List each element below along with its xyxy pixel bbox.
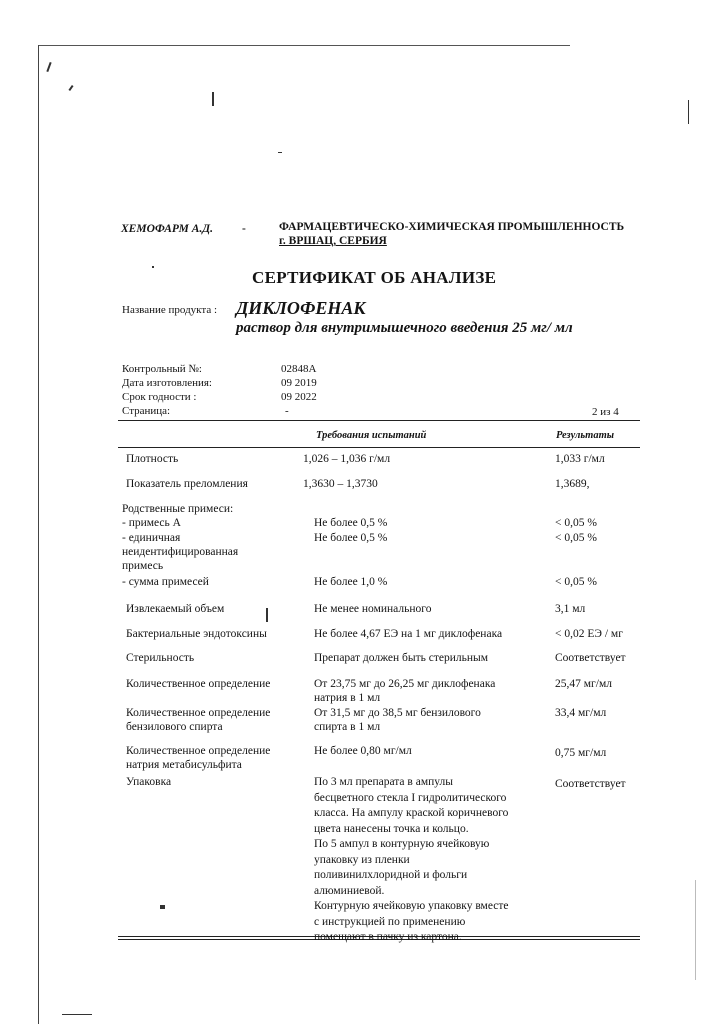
row-total-impurities-requirement: Не более 1,0 % bbox=[314, 576, 388, 588]
row-single-impurity-result: < 0,05 % bbox=[555, 532, 597, 544]
company-name: ХЕМОФАРМ А.Д. bbox=[121, 223, 213, 235]
scan-speck bbox=[68, 85, 73, 91]
row-packaging-name: Упаковка bbox=[126, 776, 172, 788]
row-assay-metabisulfite-result: 0,75 мг/мл bbox=[555, 747, 607, 759]
row-assay-diclofenac-result: 25,47 мг/мл bbox=[555, 678, 612, 690]
row-extractable-volume-requirement: Не менее номинального bbox=[314, 603, 432, 615]
manufacture-date-value: 09 2019 bbox=[281, 377, 317, 389]
row-extractable-volume-name: Извлекаемый объем bbox=[126, 603, 225, 615]
row-total-impurities-name: - сумма примесей bbox=[122, 576, 209, 588]
row-assay-benzyl-alcohol-result: 33,4 мг/мл bbox=[555, 707, 607, 719]
table-header-rule bbox=[118, 447, 640, 448]
row-assay-diclofenac-name: Количественное определение bbox=[126, 678, 271, 690]
row-single-impurity-name: - единичная неидентифицированная примесь bbox=[122, 532, 239, 572]
row-density-name: Плотность bbox=[126, 453, 179, 465]
product-label: Название продукта : bbox=[122, 304, 218, 316]
scan-speck bbox=[688, 100, 689, 124]
row-endotoxins-result: < 0,02 ЕЭ / мг bbox=[555, 628, 623, 640]
row-assay-benzyl-alcohol-name: Количественное определение бензилового спирта bbox=[126, 707, 271, 733]
row-refraction-requirement: 1,3630 – 1,3730 bbox=[303, 478, 378, 490]
scan-border-top bbox=[38, 45, 570, 46]
row-related-impurities-requirement: Не более 0,5 % bbox=[314, 517, 388, 529]
row-endotoxins-name: Бактериальные эндотоксины bbox=[126, 628, 267, 640]
scan-speck bbox=[278, 152, 282, 153]
document-title: СЕРТИФИКАТ ОБ АНАЛИЗЕ bbox=[252, 268, 497, 287]
row-sterility-name: Стерильность bbox=[126, 652, 195, 664]
row-related-impurities-name: Родственные примеси: - примесь А bbox=[122, 503, 234, 529]
manufacture-date-label: Дата изготовления: bbox=[122, 377, 212, 389]
row-refraction-result: 1,3689, bbox=[555, 478, 590, 490]
page-label: Страница: bbox=[122, 405, 171, 417]
column-requirements: Требования испытаний bbox=[316, 430, 427, 441]
row-single-impurity-requirement: Не более 0,5 % bbox=[314, 532, 388, 544]
row-assay-metabisulfite-requirement: Не более 0,80 мг/мл bbox=[314, 745, 412, 757]
row-sterility-requirement: Препарат должен быть стерильным bbox=[314, 652, 488, 664]
row-refraction-name: Показатель преломления bbox=[126, 478, 248, 490]
scan-speck bbox=[695, 880, 696, 980]
row-assay-diclofenac-requirement: От 23,75 мг до 26,25 мг диклофенака натрия в 1 мл bbox=[314, 678, 496, 704]
table-top-rule bbox=[118, 420, 640, 421]
row-extractable-volume-result: 3,1 мл bbox=[555, 603, 586, 615]
row-total-impurities-result: < 0,05 % bbox=[555, 576, 597, 588]
scan-border-left bbox=[38, 45, 39, 1024]
company-location: г. ВРШАЦ, СЕРБИЯ bbox=[279, 235, 387, 247]
expiry-date-label: Срок годности : bbox=[122, 391, 197, 403]
row-packaging-result: Соответствует bbox=[555, 778, 626, 790]
scan-speck bbox=[152, 266, 154, 268]
scan-speck bbox=[160, 905, 165, 909]
industry-name: ФАРМАЦЕВТИЧЕСКО-ХИМИЧЕСКАЯ ПРОМЫШЛЕННОСТЬ bbox=[279, 221, 625, 233]
control-number-value: 02848A bbox=[281, 363, 317, 375]
control-number-label: Контрольный №: bbox=[122, 363, 202, 375]
expiry-date-value: 09 2022 bbox=[281, 391, 317, 403]
scan-speck bbox=[266, 608, 268, 622]
page-dash: - bbox=[285, 405, 289, 417]
header-dash: - bbox=[242, 223, 246, 235]
row-related-impurities-result: < 0,05 % bbox=[555, 517, 597, 529]
row-density-result: 1,033 г/мл bbox=[555, 453, 605, 465]
scan-speck bbox=[46, 62, 51, 72]
row-density-requirement: 1,026 – 1,036 г/мл bbox=[303, 453, 391, 465]
row-sterility-result: Соответствует bbox=[555, 652, 626, 664]
column-results: Результаты bbox=[556, 430, 615, 441]
row-packaging-requirement: По 3 мл препарата в ампулы бесцветного стекла I гидролитического класса. На ампулу краской коричневого цвета нанесены точка и кольцо. По 5 ампул в контурную ячейковую упаковку из пленки поливинилхлоридной и фольги алюминиевой. Контурную ячейковую упаковку вместе с инструкцией по применению помещают в пачку из картона. bbox=[314, 776, 509, 943]
product-description: раствор для внутримышечного введения 25 мг/ мл bbox=[236, 320, 573, 336]
scan-speck bbox=[62, 1014, 92, 1015]
row-assay-benzyl-alcohol-requirement: От 31,5 мг до 38,5 мг бензилового спирта в 1 мл bbox=[314, 707, 481, 733]
scan-speck bbox=[212, 92, 214, 106]
row-assay-metabisulfite-name: Количественное определение натрия метабисульфита bbox=[126, 745, 271, 771]
row-endotoxins-requirement: Не более 4,67 ЕЭ на 1 мг диклофенака bbox=[314, 628, 503, 640]
page-number: 2 из 4 bbox=[592, 406, 619, 418]
product-name: ДИКЛОФЕНАК bbox=[236, 298, 366, 318]
